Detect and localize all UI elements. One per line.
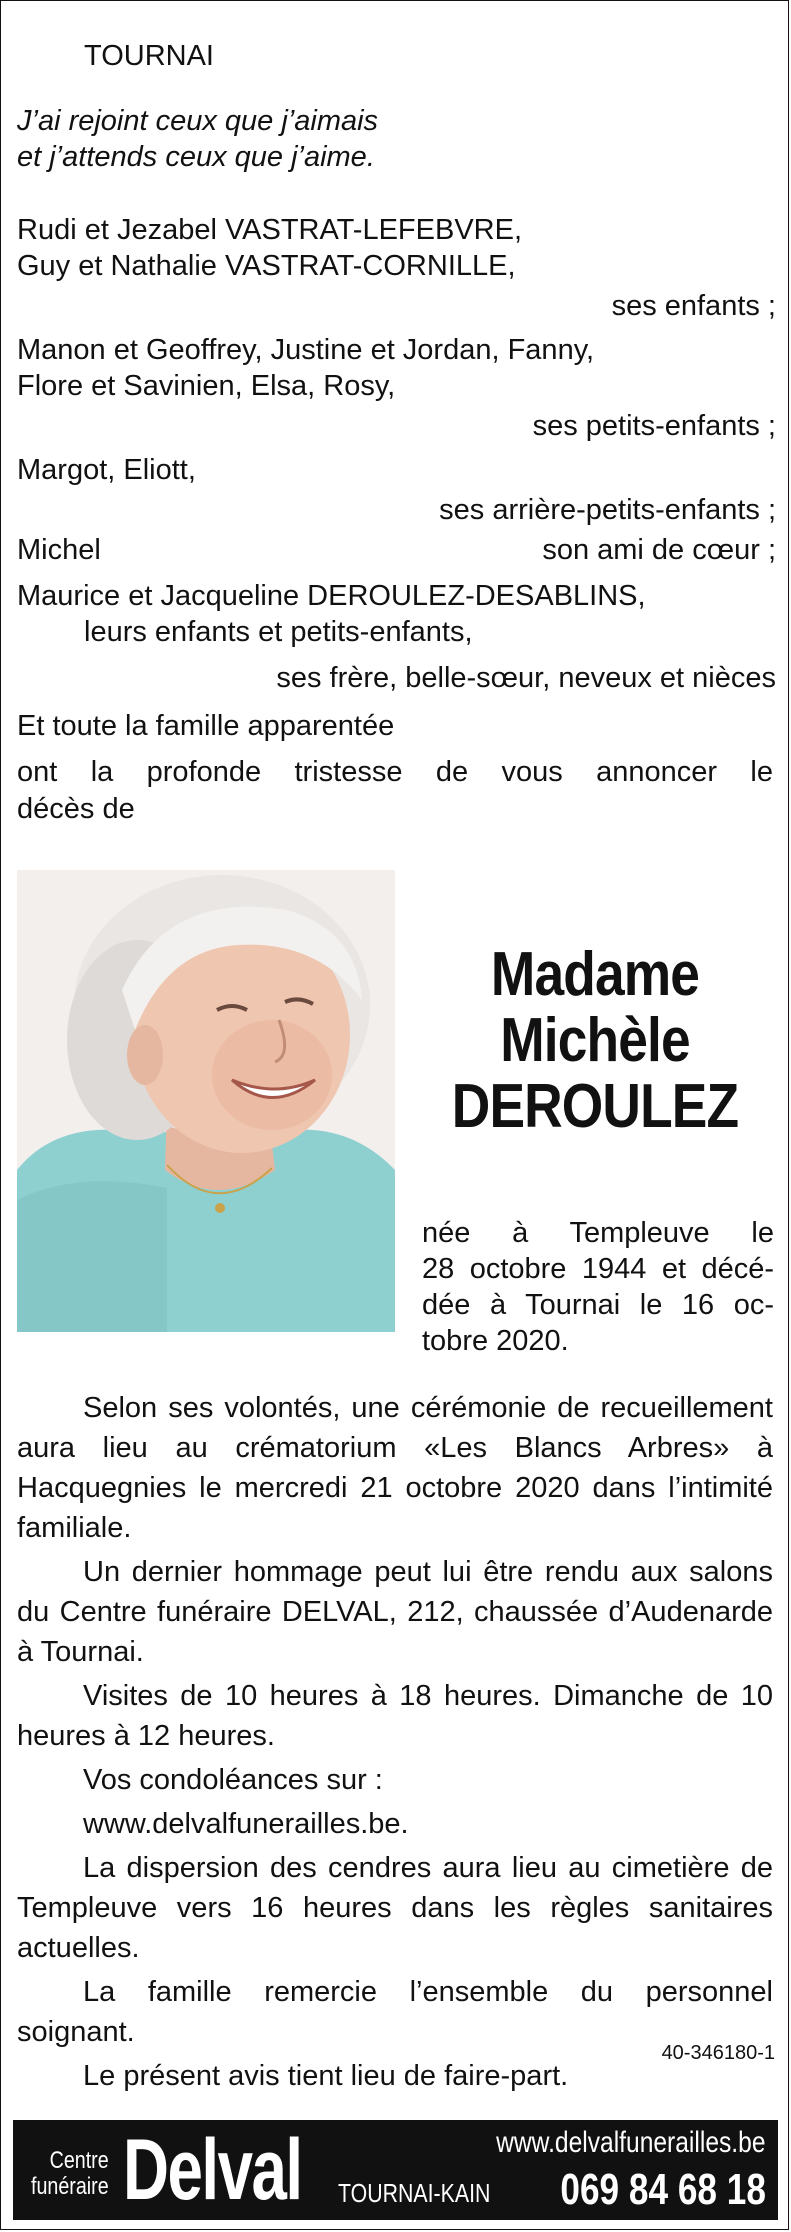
announcement-line-2: décès de: [17, 793, 135, 825]
tribute-paragraph: Un dernier hommage peut lui être rendu aux salons du Centre funéraire DELVAL, 212, chaussée d’Audenarde à Tournai.: [17, 1556, 773, 1668]
epitaph-line-1: J’ai rejoint ceux que j’aimais: [17, 105, 379, 137]
notice-paragraph: Le présent avis tient lieu de faire-part.: [83, 2060, 569, 2092]
thanks-paragraph: La famille remercie l’ensemble du personnel soignant.: [17, 1976, 773, 2048]
friend-role: son ami de cœur ;: [542, 534, 776, 566]
announcement: [17, 752, 773, 826]
siblings-role: ses frère, belle-sœur, neveux et nièces: [276, 662, 776, 694]
born-line-1: née à Templeuve le: [422, 1217, 774, 1249]
centre-funeraire-label: [31, 2148, 109, 2200]
born-line-3: dée à Tournai le 16 oc-: [422, 1289, 774, 1321]
ashes-paragraph: La dispersion des cendres aura lieu au cimetière de Templeuve vers 16 heures dans les règles sanitaires actuelles.: [17, 1852, 773, 1964]
born-line-4: tobre 2020.: [422, 1325, 569, 1357]
epitaph-line-2: et j’attends ceux que j’aime.: [17, 141, 375, 173]
deceased-title: Madame: [490, 940, 700, 1009]
portrait-photo: [17, 870, 395, 1332]
city-heading: TOURNAI: [84, 40, 214, 72]
deceased-name: [440, 942, 750, 1140]
deceased-first-name: Michèle: [500, 1006, 690, 1075]
banner-phone[interactable]: 069 84 68 18: [560, 2165, 766, 2214]
banner-city: TOURNAI-KAIN: [338, 2178, 491, 2208]
portrait-illustration: [17, 870, 395, 1332]
great-grandchildren: Margot, Eliott,: [17, 454, 196, 486]
grandchildren-line-2: Flore et Savinien, Elsa, Rosy,: [17, 370, 396, 402]
siblings-line-2: leurs enfants et petits-enfants,: [84, 616, 473, 648]
centre-label: Centre: [49, 2147, 109, 2174]
ceremony-paragraph: Selon ses volontés, une cérémonie de recueillement aura lieu au crématorium «Les Blancs Arbres» à Hacquegnies le mercredi 21 octobre 2020 dans l’intimité familiale.: [17, 1392, 773, 1544]
reference-number: 40-346180-1: [661, 2042, 775, 2064]
deceased-last-name: DEROULEZ: [451, 1072, 739, 1141]
born-line-2: 28 octobre 1944 et décé-: [422, 1253, 774, 1285]
children-role: ses enfants ;: [611, 290, 776, 322]
children-line-2: Guy et Nathalie VASTRAT-CORNILLE,: [17, 250, 516, 282]
grandchildren-role: ses petits-enfants ;: [532, 410, 776, 442]
condolences-paragraph: Vos condoléances sur :: [83, 1764, 383, 1796]
funeraire-label: funéraire: [31, 2173, 109, 2200]
all-family: Et toute la famille apparentée: [17, 710, 395, 742]
grandchildren-line-1: Manon et Geoffrey, Justine et Jordan, Fanny,: [17, 334, 595, 366]
delval-logo: Delval: [123, 2122, 302, 2218]
siblings-line-1: Maurice et Jacqueline DEROULEZ-DESABLINS,: [17, 580, 646, 612]
friend-name: Michel: [17, 534, 101, 566]
banner-website-link[interactable]: www.delvalfunerailles.be: [496, 2126, 766, 2159]
children-line-1: Rudi et Jezabel VASTRAT-LEFEBVRE,: [17, 214, 523, 246]
funeral-home-banner: [13, 2120, 778, 2220]
birth-death-info: [422, 1215, 774, 1359]
great-grandchildren-role: ses arrière-petits-enfants ;: [439, 494, 776, 526]
details-text: [17, 1388, 773, 2096]
website-link[interactable]: www.delvalfunerailles.be.: [83, 1808, 409, 1840]
visits-paragraph: Visites de 10 heures à 18 heures. Dimanche de 10 heures à 12 heures.: [17, 1680, 773, 1752]
announcement-line-1: ont la profonde tristesse de vous annoncer le: [17, 756, 773, 788]
